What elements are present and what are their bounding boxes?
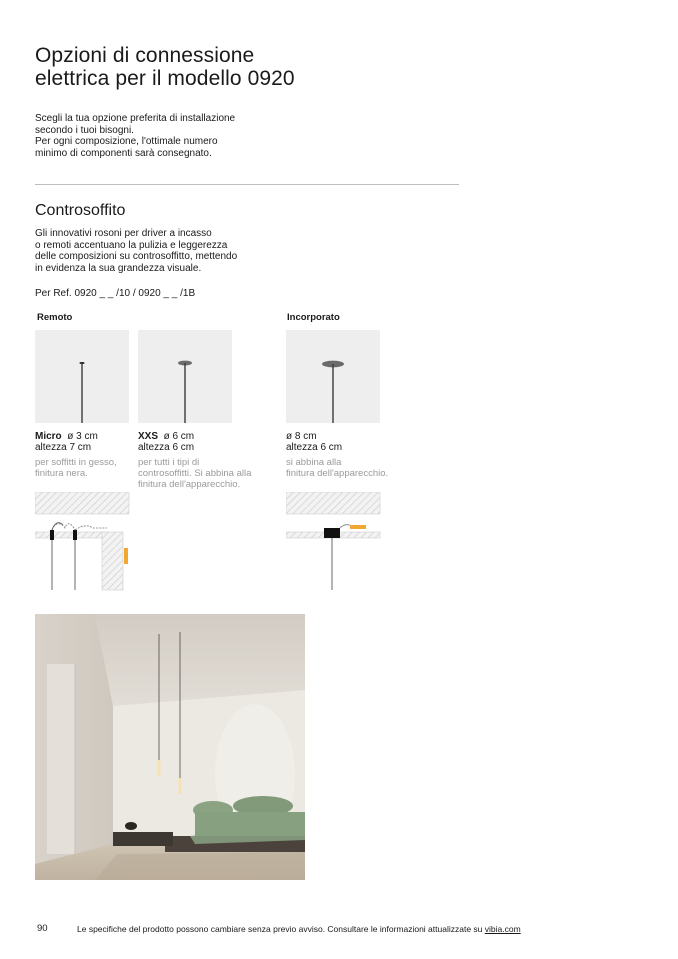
product-name-xxs bbox=[138, 431, 194, 443]
product-note-xxs bbox=[138, 457, 278, 490]
door-panel bbox=[47, 664, 75, 854]
pendant-2 bbox=[179, 778, 182, 794]
note-line: controsoffitti. Si abbina alla bbox=[138, 468, 252, 479]
product-height-built-in: altezza 6 cm bbox=[286, 442, 343, 453]
description-line: in evidenza la sua grandezza visuale. bbox=[35, 262, 202, 274]
intro-line: secondo i tuoi bisogni. bbox=[35, 124, 134, 136]
bird-object bbox=[125, 822, 137, 830]
intro-line: minimo di componenti sarà consegnato. bbox=[35, 147, 212, 159]
intro-text bbox=[35, 113, 275, 159]
built-in-driver-box bbox=[324, 528, 340, 538]
false-ceiling-board bbox=[35, 532, 108, 538]
diagram-remote-installation bbox=[35, 492, 131, 597]
product-diameter: ø 6 cm bbox=[163, 431, 195, 442]
product-name-micro bbox=[35, 431, 98, 443]
product-height-micro: altezza 7 cm bbox=[35, 442, 92, 453]
wiring-curve bbox=[52, 523, 63, 530]
reference-code: Per Ref. 0920 _ _ /10 / 0920 _ _ /1B bbox=[35, 288, 196, 299]
diagram-built-in-installation bbox=[286, 492, 382, 597]
product-diameter: ø 8 cm bbox=[286, 431, 317, 442]
note-line: si abbina alla bbox=[286, 457, 342, 468]
canopy-left bbox=[50, 530, 54, 540]
interior-photo bbox=[35, 614, 305, 880]
footer-link[interactable]: vibia.com bbox=[484, 924, 521, 934]
footer-text: Le specifiche del prodotto possono cambiare senza previo avviso. Consultare le informazioni attualizzate su bbox=[77, 924, 485, 934]
product-name-built-in bbox=[286, 431, 317, 443]
intro-line: Scegli la tua opzione preferita di installazione bbox=[35, 113, 236, 124]
section-title: Controsoffito bbox=[35, 202, 126, 219]
canopy-right bbox=[73, 530, 77, 540]
page-number: 90 bbox=[37, 923, 48, 934]
ceiling-slab bbox=[286, 492, 380, 514]
note-line: per tutti i tipi di bbox=[138, 457, 200, 468]
page-title bbox=[35, 44, 455, 90]
product-height-xxs: altezza 6 cm bbox=[138, 442, 195, 453]
section-divider bbox=[35, 184, 459, 185]
footer-disclaimer bbox=[77, 923, 521, 935]
group-label-built-in: Incorporato bbox=[287, 312, 340, 323]
intro-line: Per ogni composizione, l'ottimale numero bbox=[35, 136, 218, 148]
section-description bbox=[35, 228, 265, 274]
remote-driver bbox=[124, 548, 128, 564]
product-image-built-in bbox=[286, 330, 380, 423]
false-ceiling-wall bbox=[102, 532, 123, 590]
note-line: finitura nera. bbox=[35, 468, 88, 479]
product-note-built-in bbox=[286, 457, 426, 479]
description-line: delle composizioni su controsoffitto, mettendo bbox=[35, 251, 238, 263]
bed-top bbox=[195, 812, 305, 836]
product-note-micro bbox=[35, 457, 135, 479]
wiring bbox=[52, 524, 107, 530]
note-line: per soffitti in gesso, bbox=[35, 457, 117, 468]
description-line: o remoti accentuano la pulizia e leggerezza bbox=[35, 239, 228, 251]
ceiling-slab bbox=[35, 492, 129, 514]
page-title-line-2: elettrica per il modello 0920 bbox=[35, 67, 295, 90]
pendant-1 bbox=[158, 760, 161, 776]
driver-accent bbox=[350, 525, 366, 529]
product-image-xxs bbox=[138, 330, 232, 423]
description-line: Gli innovativi rosoni per driver a incasso bbox=[35, 228, 212, 239]
group-label-remote: Remoto bbox=[37, 312, 73, 323]
product-label: XXS bbox=[138, 431, 159, 442]
note-line: finitura dell'apparecchio. bbox=[286, 468, 389, 479]
product-diameter: ø 3 cm bbox=[67, 431, 98, 442]
product-label: Micro bbox=[35, 431, 62, 442]
product-image-micro bbox=[35, 330, 129, 423]
note-line: finitura dell'apparecchio. bbox=[138, 479, 241, 490]
page-title-line-1: Opzioni di connessione bbox=[35, 44, 255, 67]
bench bbox=[113, 832, 173, 846]
